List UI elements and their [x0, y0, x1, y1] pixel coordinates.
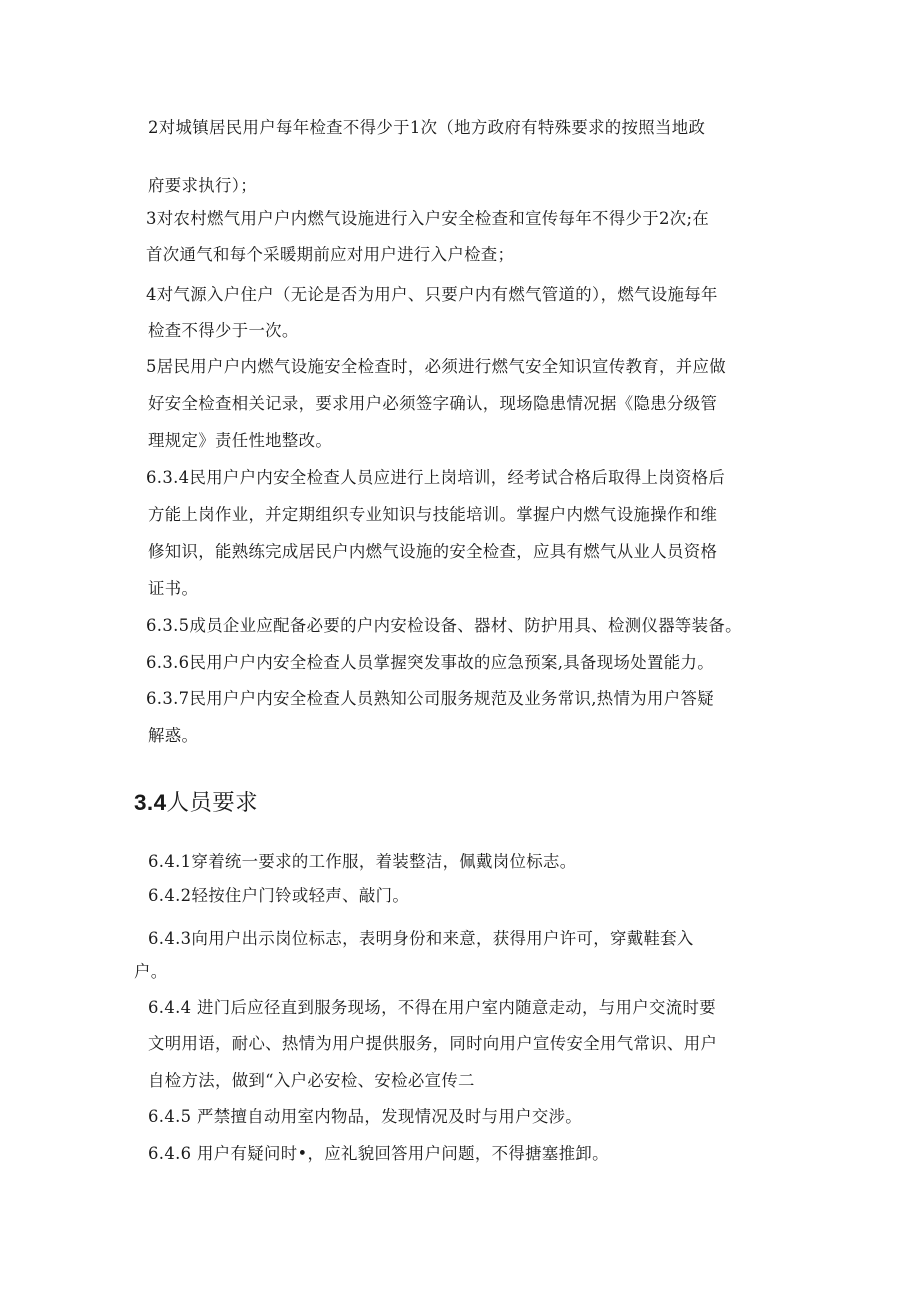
paragraph-5-line-2: 方能上岗作业，并定期组织专业知识与技能培训。掌握户内燃气设施操作和维 [148, 505, 718, 524]
paragraph-1-line-1: 2对城镇居民用户每年检查不得少于1次（地方政府有特殊要求的按照当地政 [148, 118, 706, 137]
paragraph-4-line-2: 好安全检查相关记录，要求用户必须签字确认，现场隐患情况据《隐患分级管 [148, 394, 718, 413]
paragraph-12-line-1: 6.4.4 进门后应径直到服务现场，不得在用户室内随意走动，与用户交流时要 [148, 998, 716, 1017]
section-number: 3.4 [134, 790, 167, 815]
paragraph-4-line-1: 5居民用户户内燃气设施安全检查时，必须进行燃气安全知识宣传教育，并应做 [146, 357, 726, 376]
paragraph-2-line-1: 3对农村燃气用户户内燃气设施进行入户安全检查和宣传每年不得少于2次;在 [146, 209, 710, 228]
paragraph-2-line-2: 首次通气和每个采暖期前应对用户进行入户检查； [146, 245, 515, 264]
paragraph-5-line-4: 证书。 [148, 579, 199, 598]
paragraph-10-line-1: 6.4.2轻按住户门铃或轻声、敲门。 [148, 886, 410, 905]
paragraph-8-line-2: 解惑。 [148, 726, 199, 745]
paragraph-12-line-3: 自检方法，做到“入户必安检、安检必宣传二 [148, 1071, 475, 1090]
paragraph-5-line-1: 6.3.4民用户户内安全检查人员应进行上岗培训，经考试合格后取得上岗资格后 [146, 468, 726, 487]
paragraph-1-line-2: 府要求执行）； [148, 176, 257, 195]
paragraph-7-line-1: 6.3.6民用户户内安全检查人员掌握突发事故的应急预案,具备现场处置能力。 [146, 653, 714, 672]
paragraph-8-line-1: 6.3.7民用户户内安全检查人员熟知公司服务规范及业务常识,热情为用户答疑 [146, 689, 714, 708]
paragraph-6-line-1: 6.3.5成员企业应配备必要的户内安检设备、器材、防护用具、检测仪器等装备。 [146, 616, 742, 635]
paragraph-13-line-1: 6.4.5 严禁擅自动用室内物品，发现情况及时与用户交涉。 [148, 1107, 583, 1126]
paragraph-4-line-3: 理规定》责任性地整改。 [148, 431, 333, 450]
section-heading [134, 789, 258, 817]
paragraph-11-line-2: 户。 [134, 962, 168, 981]
paragraph-5-line-3: 修知识，能熟练完成居民户内燃气设施的安全检查，应具有燃气从业人员资格 [148, 542, 718, 561]
paragraph-14-line-1: 6.4.6 用户有疑问时•，应礼貌回答用户问题，不得搪塞推卸。 [148, 1144, 609, 1163]
paragraph-3-line-2: 检查不得少于一次。 [148, 321, 299, 340]
paragraph-11-line-1: 6.4.3向用户出示岗位标志，表明身份和来意，获得用户许可，穿戴鞋套入 [148, 929, 694, 948]
paragraph-9-line-1: 6.4.1穿着统一要求的工作服，着装整洁，佩戴岗位标志。 [148, 852, 577, 871]
section-title: 人员要求 [166, 790, 259, 816]
paragraph-3-line-1: 4对气源入户住户（无论是否为用户、只要户内有燃气管道的），燃气设施每年 [146, 285, 718, 304]
paragraph-12-line-2: 文明用语，耐心、热情为用户提供服务，同时向用户宣传安全用气常识、用户 [148, 1034, 718, 1053]
